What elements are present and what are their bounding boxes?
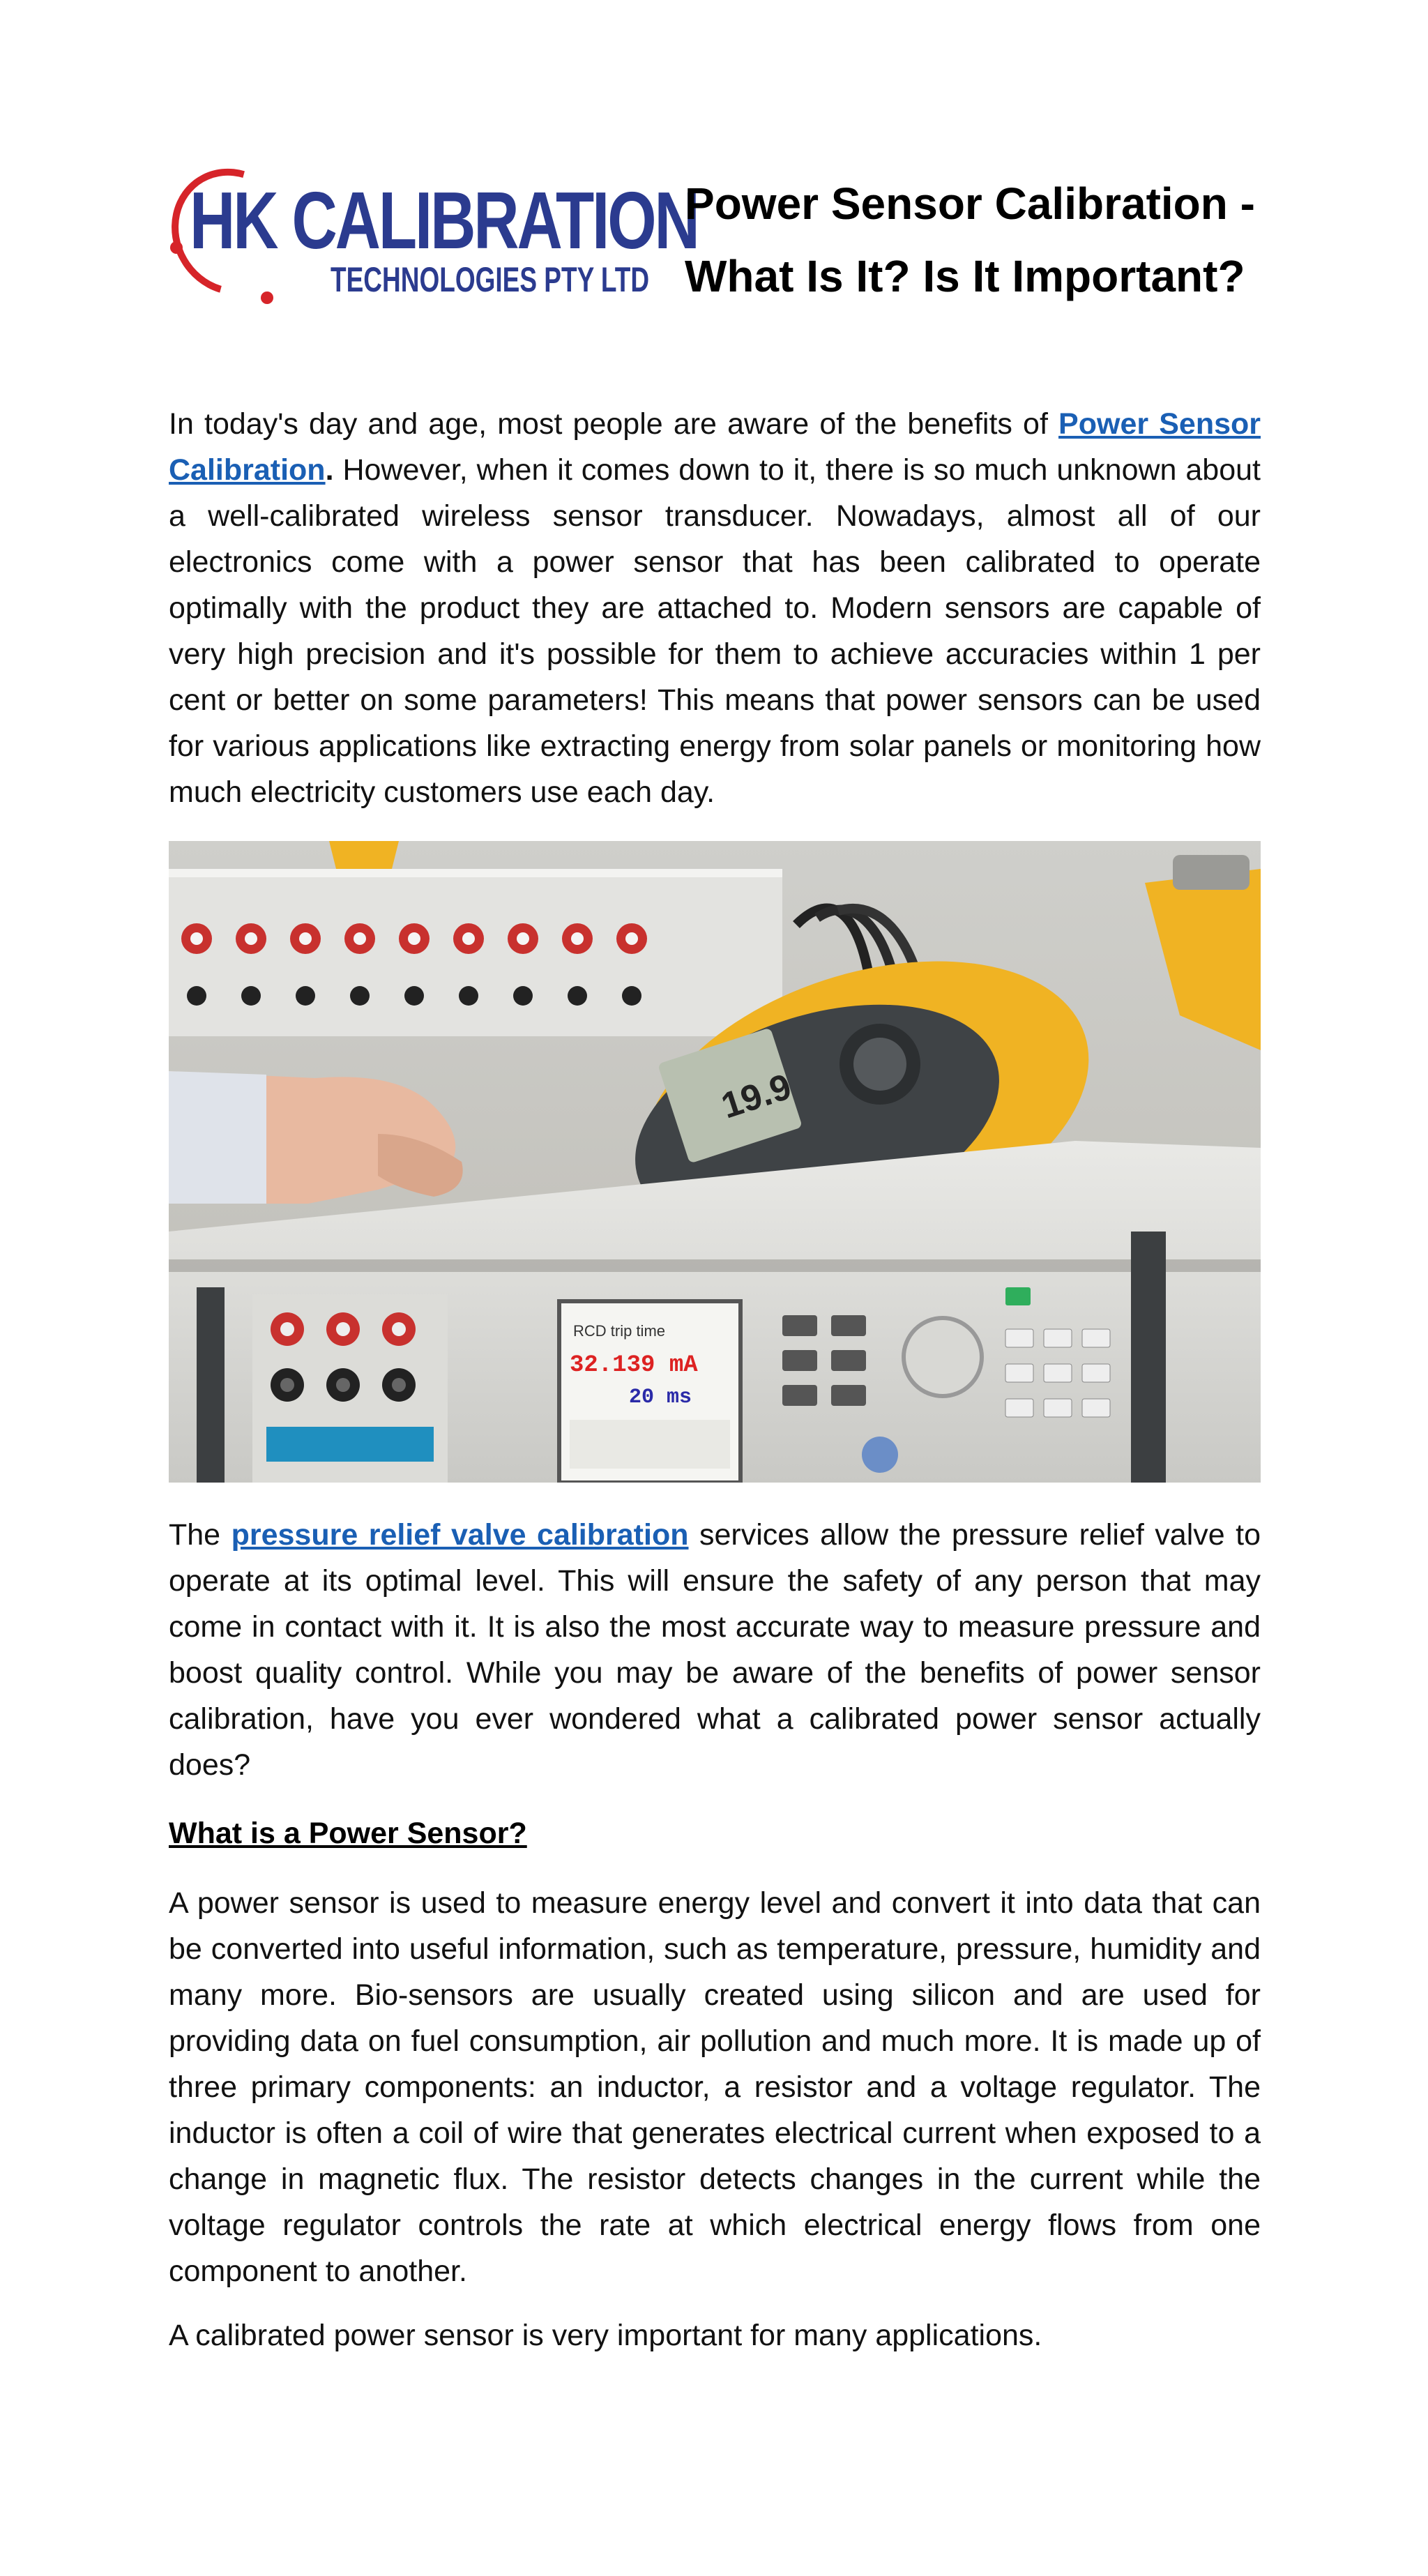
para2-text-start: The <box>169 1518 231 1552</box>
terminal-block <box>252 1294 448 1483</box>
title-line-1: Power Sensor Calibration - <box>685 179 1255 229</box>
photo-illustration <box>169 841 1261 1483</box>
pressure-valve-paragraph <box>169 1512 1261 1788</box>
title-line-2: What Is It? Is It Important? <box>685 251 1245 301</box>
intro-bold-period: . <box>325 453 334 487</box>
header <box>169 159 1261 312</box>
display-time: 20 ms <box>629 1386 692 1409</box>
section-heading: What is a Power Sensor? <box>169 1817 527 1850</box>
closing-paragraph: A calibrated power sensor is very important for many applications. <box>169 2319 1042 2352</box>
intro-text-rest: However, when it comes down to it, there is so much unknown about a well-calibrated wireless sensor transducer. Nowadays, almost all of our electronics come with a power sensor that has been calibrated to operate optimally with the product they are attached to. Modern sensors are capable of very high precision and it's possible for them to achieve accuracies within 1 per cent or better on some parameters! This means that power sensors can be used for various applications like extracting energy from solar panels or monitoring how much electricity customers use each day. <box>169 453 1261 809</box>
logo-dot <box>170 241 183 254</box>
intro-paragraph <box>169 401 1261 815</box>
power-sensor-paragraph: A power sensor is used to measure energy level and convert it into data that can be converted into useful information, such as temperature, pressure, humidity and many more. Bio-sensors are usually created using silicon and are used for providing data on fuel consumption, air pollution and much more. It is made up of three primary components: an inductor, a resistor and a voltage regulator. The inductor is often a coil of wire that generates electrical current when exposed to a change in magnetic flux. The resistor detects changes in the current while the voltage regulator controls the rate at which electrical energy flows from one component to another. <box>169 1886 1261 2288</box>
display-value: 32.139 mA <box>570 1352 698 1379</box>
logo-dot <box>261 291 273 304</box>
logo-sub-text: TECHNOLOGIES PTY LTD <box>331 260 650 299</box>
page-title <box>685 167 1270 312</box>
intro-text-start: In today's day and age, most people are aware of the benefits of <box>169 407 1059 441</box>
logo-main-text: HK CALIBRATION <box>190 175 698 266</box>
display-line-1: RCD trip time <box>573 1322 666 1340</box>
calibration-equipment-photo <box>169 841 1261 1483</box>
meter-reading: 19.9 <box>716 1066 796 1127</box>
pressure-relief-valve-calibration-link[interactable]: pressure relief valve calibration <box>231 1518 689 1552</box>
para2-text-rest: services allow the pressure relief valve to operate at its optimal level. This will ensure the safety of any person that may come in contact with it. It is also the most accurate way to measure pressure and boost quality control. While you may be aware of the benefits of power sensor calibration, have you ever wondered what a calibrated power sensor actually does? <box>169 1518 1261 1782</box>
power-sensor-calibration-link[interactable]: Power Sensor Calibration <box>169 407 1261 487</box>
company-logo <box>169 159 698 305</box>
